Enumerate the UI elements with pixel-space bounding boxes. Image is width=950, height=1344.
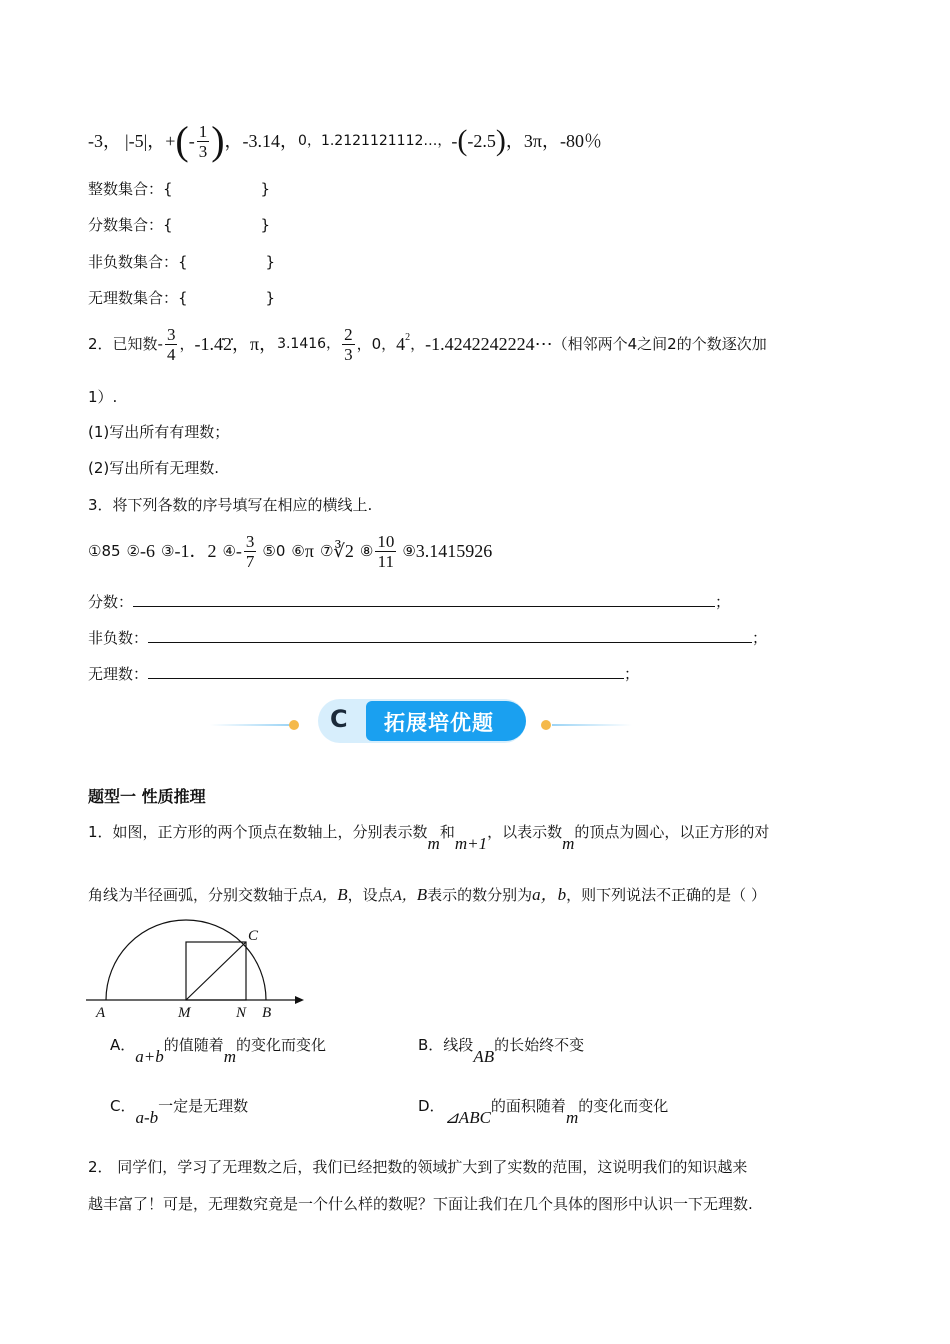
- option-c[interactable]: [110, 1095, 249, 1127]
- label-c: C: [248, 928, 259, 944]
- fraction-numerator: 2: [344, 324, 353, 344]
- fraction-denominator: 3: [198, 141, 208, 161]
- point-a: A，: [313, 888, 338, 904]
- abs-bar-left: |: [125, 131, 129, 151]
- number-list-line: [88, 119, 602, 163]
- option-text: 一定是无理数: [158, 1097, 249, 1115]
- fraction-denominator: 3: [344, 344, 353, 364]
- label-m: M: [178, 1005, 191, 1021]
- neg-sign: -: [451, 131, 458, 151]
- answer-blank[interactable]: [133, 592, 715, 607]
- p1-text6: ，设点: [347, 886, 393, 904]
- set-close: }: [260, 180, 271, 198]
- expr-a-plus-b: a+b: [135, 1047, 164, 1066]
- option-text: 的变化而变化: [578, 1097, 669, 1115]
- fraction-denominator: 11: [377, 551, 395, 571]
- item-3-marker: ③: [161, 542, 175, 560]
- item-9-value: 3.1415926: [415, 541, 493, 561]
- fraction-two-thirds: [342, 325, 355, 364]
- option-label: D．: [418, 1097, 445, 1115]
- banner-line-right: [552, 724, 632, 726]
- item-1: ①85: [88, 542, 121, 560]
- item-4-sign: -: [235, 541, 242, 561]
- answer-blank[interactable]: [148, 664, 624, 679]
- sep: ，: [179, 335, 195, 353]
- banner-title: 拓展培优题: [384, 711, 494, 735]
- option-label: C．: [110, 1097, 136, 1115]
- var-m: m: [223, 1047, 237, 1066]
- fraction-three-quarters: [165, 325, 178, 364]
- paren2-open: (: [457, 124, 468, 157]
- p1-text2: 和: [439, 823, 455, 841]
- item-8-marker: ⑧: [359, 542, 374, 560]
- option-d[interactable]: [418, 1095, 669, 1127]
- item-5: ⑤0: [262, 542, 286, 560]
- p1-line1: [88, 821, 769, 861]
- geometry-figure: [84, 918, 324, 1028]
- pi-text: ，π，: [231, 334, 278, 354]
- set-integer: [88, 178, 270, 200]
- q3-items: [88, 529, 492, 573]
- power-base: 4: [396, 334, 406, 354]
- fraction-denominator: 7: [245, 551, 255, 571]
- option-text: 线段: [443, 1036, 474, 1054]
- fraction-numerator: 3: [166, 324, 176, 344]
- set-label: 整数集合：{: [88, 180, 173, 198]
- banner-line-left: [210, 724, 290, 726]
- num-neg314: ，-3.14，: [224, 131, 299, 151]
- fill-label: 分数：: [88, 593, 134, 611]
- p1-text8: ，则下列说法不正确的是（ ）: [566, 886, 766, 904]
- fill-label: 非负数：: [88, 629, 149, 647]
- p1-text3: ，以表示数: [487, 823, 563, 841]
- sep-zero: ，0，: [356, 335, 397, 353]
- item-7-marker: ⑦: [319, 542, 334, 560]
- set-nonnegative: [88, 251, 275, 273]
- set-close: }: [260, 216, 271, 234]
- p2-line1: 2． 同学们，学习了无理数之后，我们已经把数的领域扩大到了实数的范围，这说明我们的知识越来: [88, 1158, 748, 1176]
- p1-line2: [88, 884, 766, 907]
- var-m: m: [565, 1108, 579, 1127]
- item-9-marker: ⑨: [402, 542, 416, 560]
- q2-sub1: (1)写出所有有理数；: [88, 423, 230, 441]
- var-m: m: [562, 834, 575, 853]
- item-7-value: ∛2: [333, 541, 354, 561]
- option-b[interactable]: [418, 1034, 585, 1066]
- set-irrational: [88, 287, 275, 309]
- expr-ab: AB: [473, 1047, 495, 1066]
- q2-note: （相邻两个4之间2的个数逐次加: [552, 335, 767, 353]
- option-text: 的值随着: [163, 1036, 224, 1054]
- num-decimal: 1.2121121112…，: [320, 133, 452, 149]
- q2-sub2: (2)写出所有无理数.: [88, 459, 220, 477]
- item-6-marker: ⑥: [291, 542, 305, 560]
- fraction-numerator: 3: [245, 531, 255, 551]
- fill-end: ；: [624, 665, 640, 683]
- option-text: 的变化而变化: [236, 1036, 327, 1054]
- fill-end: ；: [715, 593, 731, 611]
- item-4-marker: ④: [222, 542, 236, 560]
- minus-sign: -: [188, 131, 195, 151]
- fraction-one-third: [197, 122, 210, 161]
- q2-line2: 1）.: [88, 388, 118, 406]
- label-a: A: [96, 1005, 106, 1021]
- p1-text5: 角线为半径画弧，分别交数轴于点: [88, 886, 314, 904]
- expr-m-plus-1: m+1: [454, 834, 488, 853]
- q3-title: 3．将下列各数的序号填写在相应的横线上.: [88, 496, 373, 514]
- p2-line2: 越丰富了！可是，无理数究竟是一个什么样的数呢？下面让我们在几个具体的图形中认识一下无理数.: [88, 1195, 753, 1213]
- expr-triangle-abc: ⊿ABC: [444, 1108, 491, 1127]
- set-label: 无理数集合：{: [88, 289, 188, 307]
- fraction-three-sevenths: [244, 532, 257, 571]
- set-close: }: [265, 253, 276, 271]
- fill-label: 无理数：: [88, 665, 149, 683]
- var-m: m: [427, 834, 440, 853]
- banner-dot-right: [541, 720, 551, 730]
- fraction-denominator: 4: [166, 344, 176, 364]
- expr-a-minus-b: a-b: [135, 1108, 159, 1127]
- num-zero: 0，: [298, 133, 321, 149]
- abs-bar-right: |: [143, 131, 148, 151]
- section-title: 题型一 性质推理: [88, 787, 206, 806]
- p1-text4: 的顶点为圆心，以正方形的对: [574, 823, 770, 841]
- q2-line1: [88, 322, 767, 366]
- paren-close: ): [211, 118, 225, 163]
- fill-line-irrational: [88, 663, 639, 685]
- point-b: B: [337, 885, 348, 904]
- long-decimal: -1.4242242224⋯: [425, 334, 553, 354]
- banner-dot-left: [289, 720, 299, 730]
- option-text: 的面积随着: [490, 1097, 566, 1115]
- var-a: a，: [532, 885, 558, 904]
- comma-sep: ，: [147, 131, 166, 151]
- option-label: A．: [110, 1036, 136, 1054]
- label-b: B: [262, 1005, 272, 1021]
- paren-value: -2.5: [467, 131, 496, 151]
- diagonal: [186, 942, 246, 1000]
- set-label: 非负数集合：{: [88, 253, 188, 271]
- item-2-value: -6: [140, 541, 155, 561]
- label-n: N: [236, 1005, 247, 1021]
- option-label: B．: [418, 1036, 444, 1054]
- point-a: A，: [392, 888, 417, 904]
- paren2-close: ): [495, 124, 506, 157]
- num-rest: ，3π，-80％: [505, 131, 602, 151]
- banner-letter: C: [330, 705, 348, 733]
- abs-value: -5: [128, 131, 144, 151]
- item-6-value: π: [304, 541, 314, 561]
- set-close: }: [265, 289, 276, 307]
- paren-open: (: [175, 118, 189, 163]
- num-neg3: -3，: [88, 131, 121, 151]
- option-text: 的长始终不变: [494, 1036, 585, 1054]
- fraction-numerator: 10: [377, 531, 395, 551]
- p1-text1: 1．如图，正方形的两个顶点在数轴上，分别表示数: [88, 823, 428, 841]
- repeating-decimal: -1.4̇2̇: [194, 334, 232, 354]
- power-exponent: 2: [405, 332, 411, 343]
- set-label: 分数集合：{: [88, 216, 173, 234]
- item-3-value: -1．2: [174, 541, 217, 561]
- set-fraction: [88, 214, 270, 236]
- point-b: B: [416, 885, 428, 904]
- fill-line-fraction: [88, 591, 730, 613]
- fill-line-nonnegative: [88, 627, 767, 649]
- axis-arrow: [295, 996, 304, 1004]
- p1-text7: 表示的数分别为: [427, 886, 533, 904]
- fill-end: ；: [752, 629, 768, 647]
- num-31416: 3.1416，: [277, 336, 341, 352]
- fraction-ten-elevenths: [375, 532, 396, 571]
- section-banner: [318, 699, 526, 743]
- fraction-numerator: 1: [198, 121, 208, 141]
- answer-blank[interactable]: [148, 628, 752, 643]
- option-a[interactable]: [110, 1034, 327, 1066]
- plus-sign: +: [165, 131, 176, 151]
- item-2-marker: ②: [126, 542, 140, 560]
- var-b: b: [557, 885, 567, 904]
- sep: ，: [410, 335, 426, 353]
- q2-prefix: 2．已知数-: [88, 335, 163, 353]
